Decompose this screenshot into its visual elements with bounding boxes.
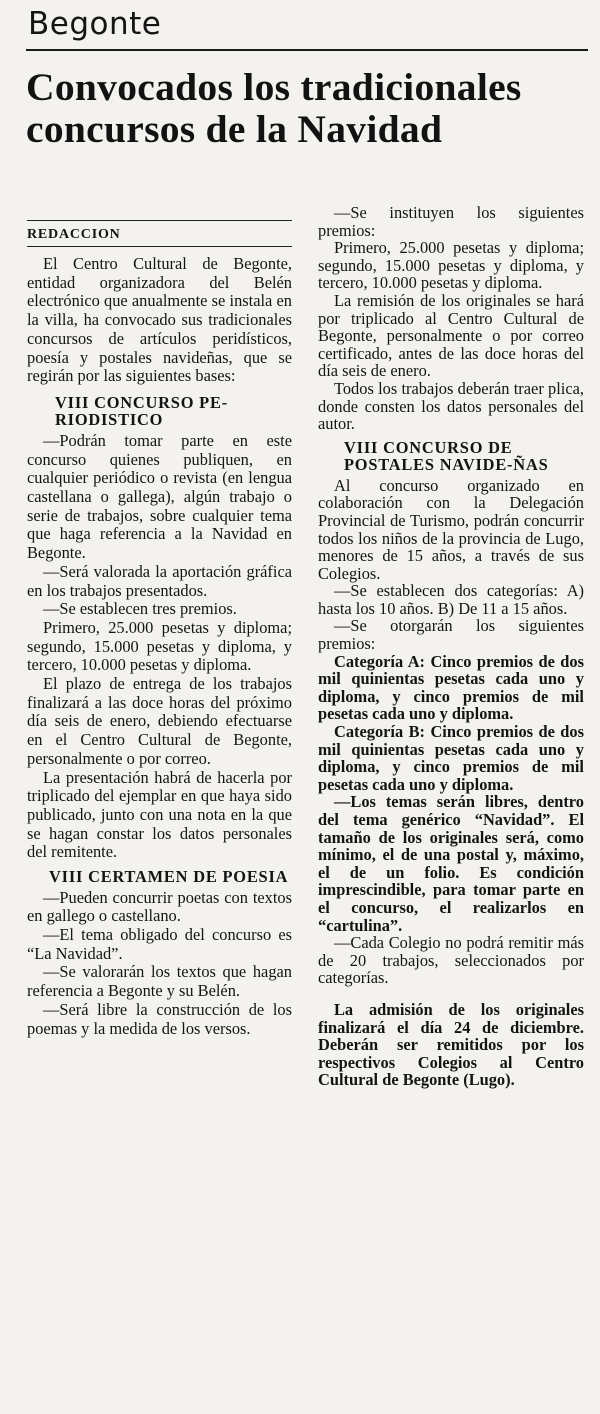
body-paragraph: —Se establecen dos categorías: A) hasta los 10 años. B) De 11 a 15 años. <box>318 581 584 618</box>
byline: REDACCION <box>27 227 121 242</box>
body-paragraph: —Se instituyen los siguientes premios: <box>318 203 584 240</box>
body-paragraph: Al concurso organizado en colaboración con la Delegación Provincial de Turismo, podrán concurrir todos los niños de la provincia de Lugo, menores de 15 años, a través de sus Colegios. <box>318 475 584 583</box>
section-tag: Begonte <box>28 6 162 42</box>
body-paragraph: —Los temas serán libres, dentro del tema genérico “Navidad”. El tamaño de los originales será, como mínimo, el de una postal y, máximo, el de un folio. Es condición imprescindible, para tomar parte en el concurso, el realizarlos en “cartulina”. <box>318 792 584 935</box>
closing-paragraph: La admisión de los originales finalizará el día 24 de diciembre. Deberán ser remitidos por los respectivos Colegios al Centro Cultural de Begonte (Lugo). <box>318 999 584 1090</box>
body-paragraph: —El tema obligado del concurso es “La Navidad”. <box>27 925 292 963</box>
intro-paragraph: El Centro Cultural de Begonte, entidad organizadora del Belén electrónico que anualmente se instala en la villa, ha convocado sus tradicionales concursos de artículos peridísticos, poesía y postales navideñas, que se regirán por las siguientes bases: <box>27 254 292 386</box>
body-paragraph: —Será valorada la aportación gráfica en los trabajos presentados. <box>27 561 292 600</box>
paragraph-gap <box>318 987 584 1001</box>
body-paragraph: Primero, 25.000 pesetas y diploma; segundo, 15.000 pesetas y diploma, y tercero, 10.000 pesetas y diploma. <box>318 238 584 293</box>
body-paragraph: —Será libre la construcción de los poemas y la medida de los versos. <box>27 999 292 1038</box>
right-column <box>318 204 584 1089</box>
poesia-heading: VIII CERTAMEN DE POESIA <box>49 867 289 887</box>
periodistico-heading: VIII CONCURSO PE-RIODISTICO <box>55 392 228 430</box>
body-paragraph: —Se otorgarán los siguientes premios: <box>318 616 584 654</box>
body-paragraph: —Se valorarán los textos que hagan referencia a Begonte y su Belén. <box>27 962 292 1001</box>
body-paragraph: La remisión de los originales se hará por triplicado al Centro Cultural de Begonte, personalmente o por correo certificado, antes de las doce horas del día seis de enero. <box>318 290 584 381</box>
body-paragraph: —Cada Colegio no podrá remitir más de 20 trabajos, seleccionados por categorías. <box>318 933 584 988</box>
body-paragraph: El plazo de entrega de los trabajos finalizará a las doce horas del próximo día seis de enero, debiendo efectuarse en el Centro Cultural de Begonte, personalmente o por correo. <box>27 674 292 768</box>
body-paragraph: Primero, 25.000 pesetas y diploma; segundo, 15.000 pesetas y diploma, y tercero, 10.000 pesetas y diploma. <box>27 617 292 675</box>
body-paragraph: Todos los trabajos deberán traer plica, donde consten los datos personales del autor. <box>318 378 584 434</box>
top-rule <box>26 49 588 51</box>
left-column <box>27 220 292 1038</box>
body-paragraph: —Se establecen tres premios. <box>43 599 237 619</box>
postales-heading: VIII CONCURSO DE POSTALES NAVIDE-ÑAS <box>344 437 549 475</box>
body-paragraph: Categoría A: Cinco premios de dos mil quinientas pesetas cada uno y diploma, y cinco premios de mil pesetas cada uno y diploma. <box>318 651 584 724</box>
byline-box <box>27 220 292 247</box>
body-paragraph: —Podrán tomar parte en este concurso quienes publiquen, en cualquier periódico o revista (en lengua castellana o gallega), algún trabajo o serie de trabajos, sobre cualquier tema que haga referencia a la Navidad en Begonte. <box>27 430 292 563</box>
body-paragraph: La presentación habrá de hacerla por triplicado del ejemplar en que haya sido publicado, junto con una nota en la que se hagan constar los datos personales del remitente. <box>27 767 292 862</box>
body-paragraph: Categoría B: Cinco premios de dos mil quinientas pesetas cada uno y diploma, y cinco premios de mil pesetas cada uno y diploma. <box>318 722 584 794</box>
body-paragraph: —Pueden concurrir poetas con textos en gallego o castellano. <box>27 887 292 926</box>
headline: Convocados los tradicionales concursos de la Navidad <box>26 65 522 151</box>
